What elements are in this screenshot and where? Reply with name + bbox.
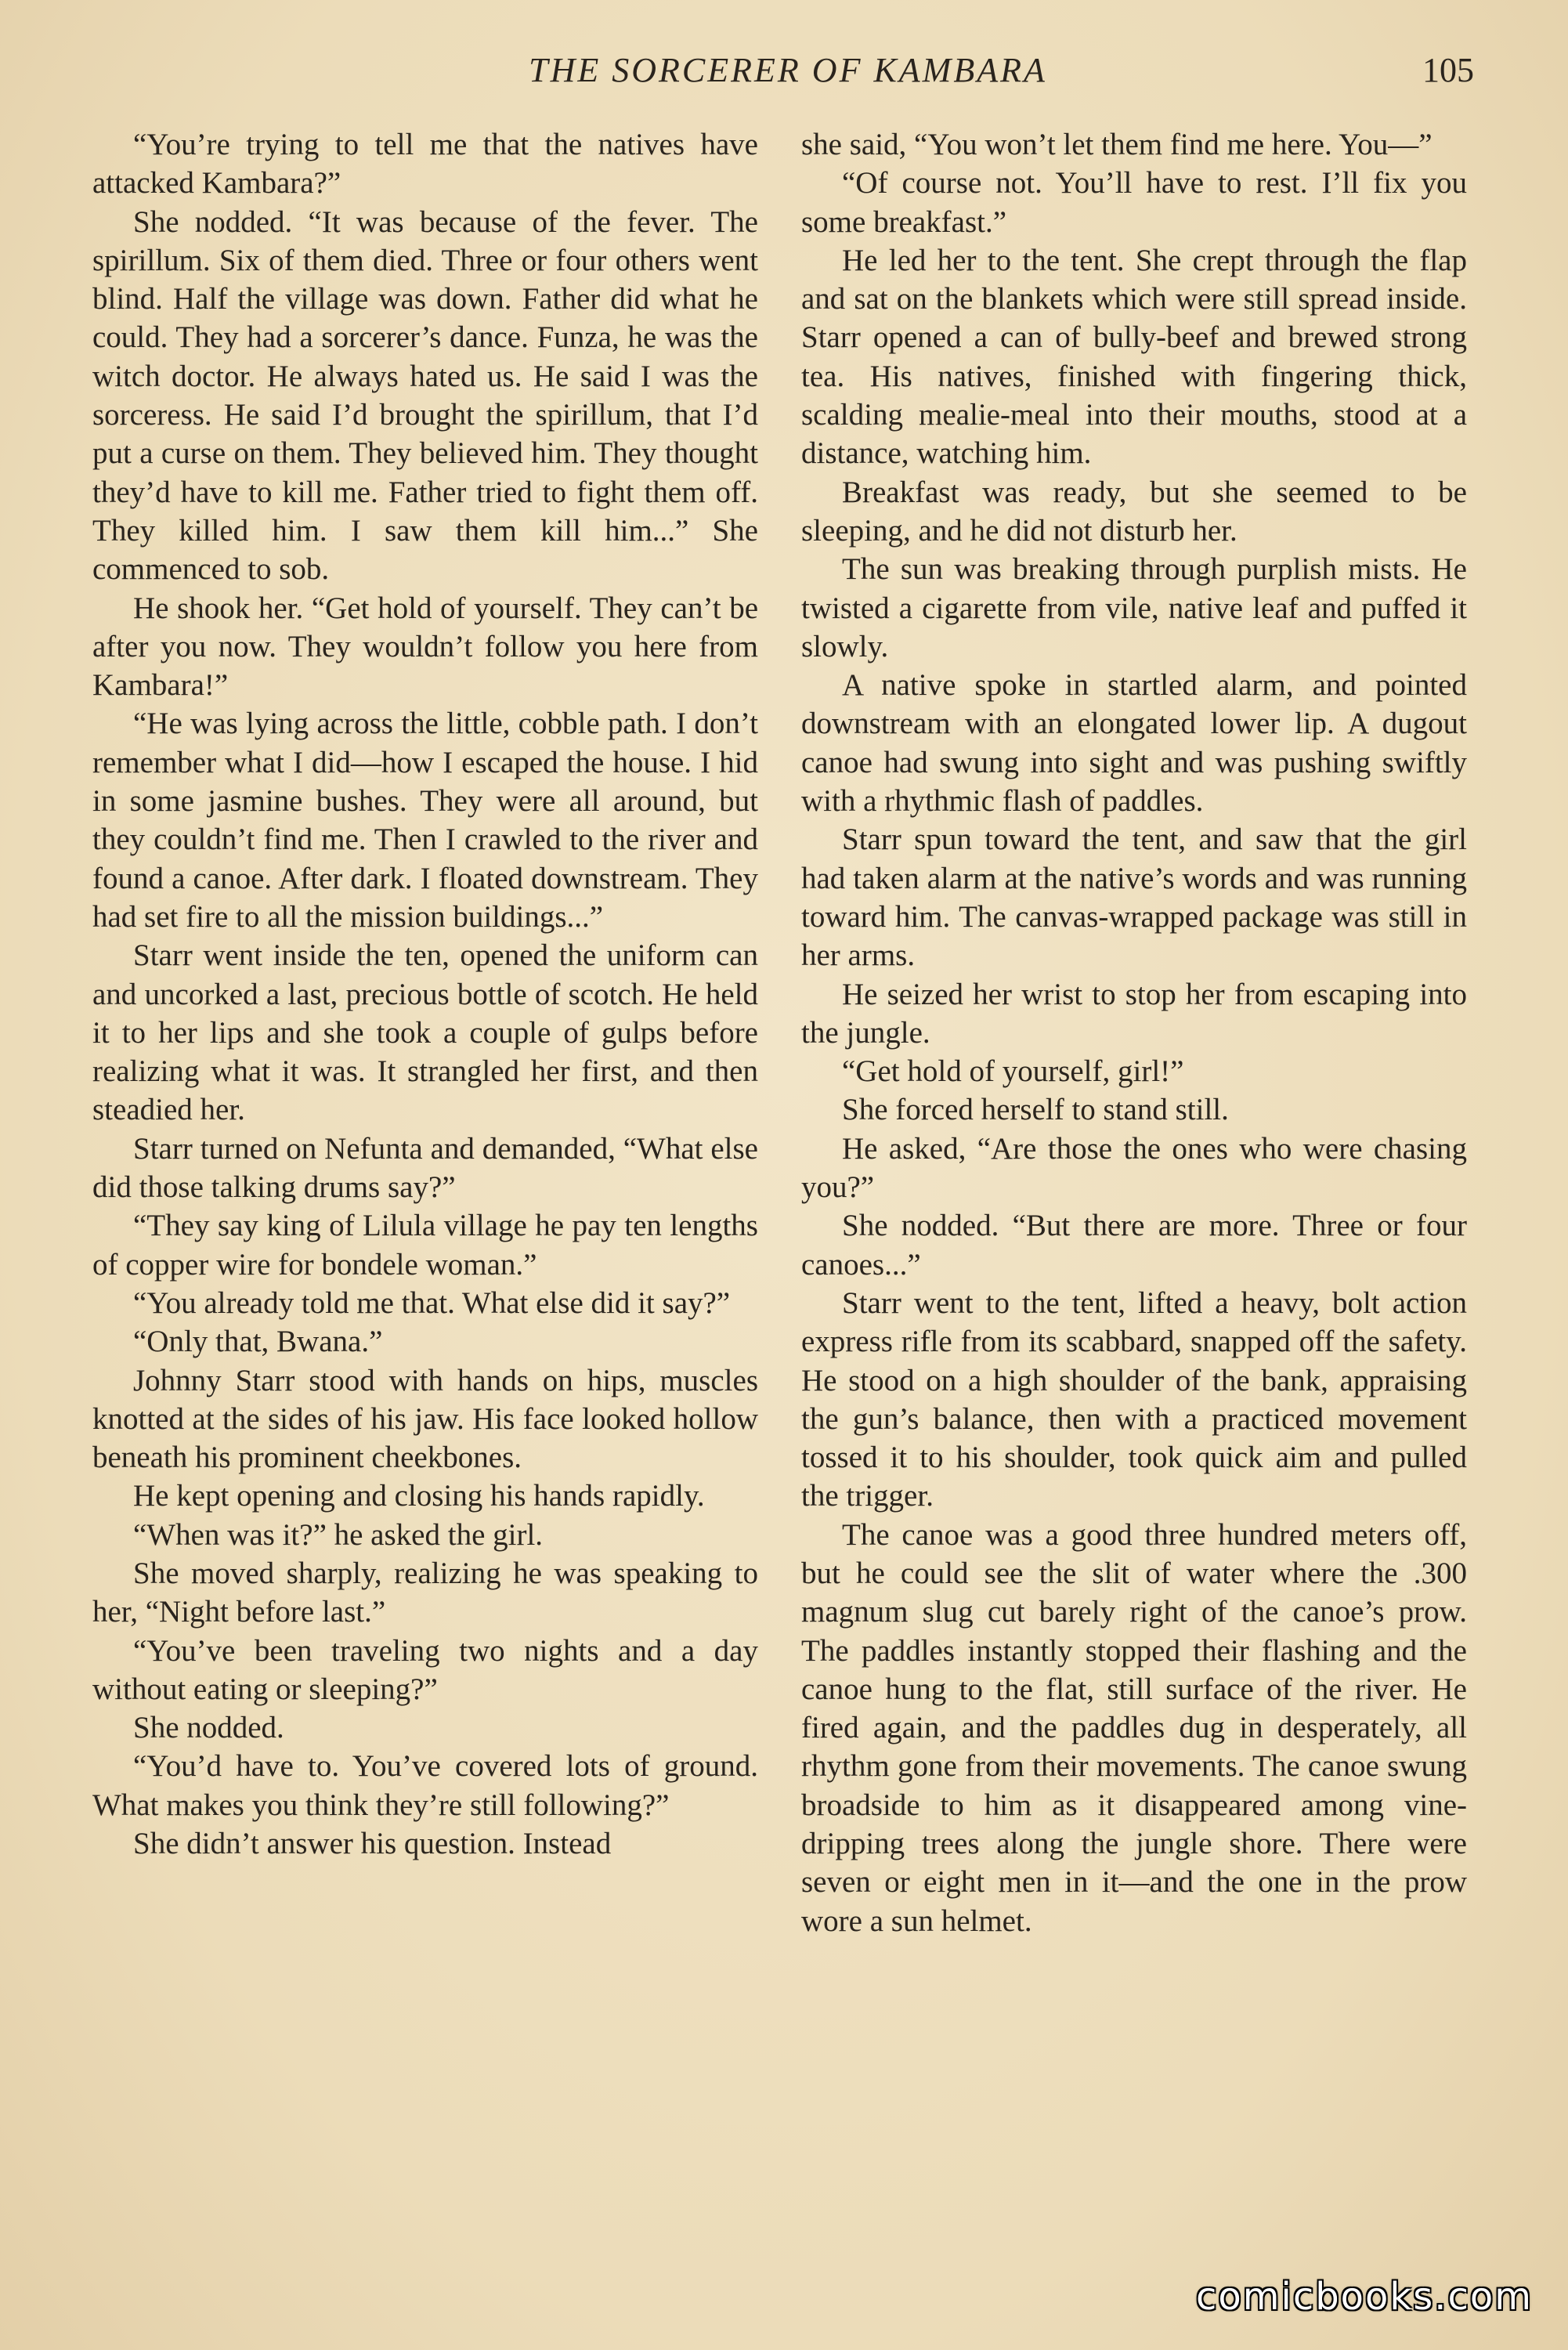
paragraph: She moved sharply, realizing he was speaking to her, “Night before last.” bbox=[92, 1556, 758, 1629]
paragraph: Johnny Starr stood with hands on hips, muscles knotted at the sides of his jaw. His face looked hollow beneath his prominent cheekbones. bbox=[92, 1363, 758, 1475]
paragraph: He kept opening and closing his hands rapidly. bbox=[133, 1479, 705, 1513]
paragraph: Starr went to the tent, lifted a heavy, bolt action express rifle from its scabbard, snapped off the safety. He stood on a high shoulder of the bank, appraising the gun’s balance, then with a practiced movement tossed it to his shoulder, took quick aim and pulled the trigger. bbox=[801, 1285, 1467, 1513]
paragraph: “You already told me that. What else did it say?” bbox=[133, 1285, 731, 1320]
page-number: 105 bbox=[1422, 51, 1474, 89]
paragraph: “They say king of Lilula village he pay ten lengths of copper wire for bondele woman.” bbox=[92, 1209, 758, 1282]
paragraph: “You’re trying to tell me that the natives have attacked Kambara?” bbox=[92, 128, 758, 201]
paragraph: She forced herself to stand still. bbox=[842, 1093, 1229, 1127]
paragraph: A native spoke in startled alarm, and pointed downstream with an elongated lower lip. A dugout canoe had swung into sight and was pushing swiftly with a rhythmic flash of paddles. bbox=[801, 668, 1467, 819]
paragraph: Breakfast was ready, but she seemed to be sleeping, and he did not disturb her. bbox=[801, 475, 1467, 548]
paragraph: “Get hold of yourself, girl!” bbox=[842, 1054, 1184, 1089]
right-column bbox=[801, 125, 1467, 1940]
paragraph: He shook her. “Get hold of yourself. They can’t be after you now. They wouldn’t follow you here from Kambara!” bbox=[92, 591, 758, 703]
paragraph: The sun was breaking through purplish mists. He twisted a cigarette from vile, native leaf and puffed it slowly. bbox=[801, 552, 1467, 663]
paragraph: The canoe was a good three hundred meters off, but he could see the slit of water where the .300 magnum slug cut barely right of the canoe’s prow. The paddles instantly stopped their flashing and the canoe hung to the flat, still surface of the river. He fired again, and the paddles dug in desperately, all rhythm gone from their movements. The canoe swung broadside to him as it disappeared among vine-dripping trees along the jungle shore. There were seven or eight men in it—and the one in the prow wore a sun helmet. bbox=[801, 1517, 1467, 1938]
paragraph: Starr went inside the ten, opened the uniform can and uncorked a last, precious bottle of scotch. He held it to her lips and she took a couple of gulps before realizing what it was. It strangled her first, and then steadied her. bbox=[92, 938, 758, 1127]
left-column bbox=[92, 125, 758, 1863]
paragraph: He led her to the tent. She crept through the flap and sat on the blankets which were still spread inside. Starr opened a can of bully-beef and brewed strong tea. His natives, finished with fingering thick, scalding mealie-meal into their mouths, stood at a distance, watching him. bbox=[801, 243, 1467, 471]
paragraph: “You’ve been traveling two nights and a day without eating or sleeping?” bbox=[92, 1633, 758, 1706]
paragraph: “When was it?” he asked the girl. bbox=[133, 1517, 544, 1552]
paragraph: She nodded. “It was because of the fever. The spirillum. Six of them died. Three or four others went blind. Half the village was down. Father did what he could. They had a sorcerer’s dance. Funza, he was the witch doctor. He always hated us. He said I was the sorceress. He said I’d brought the spirillum, that I’d put a curse on them. They believed him. They thought they’d have to kill me. Father tried to fight them off. They killed him. I saw them kill him...” She commenced to sob. bbox=[92, 204, 758, 587]
paragraph: Starr turned on Nefunta and demanded, “What else did those talking drums say?” bbox=[92, 1131, 758, 1205]
paragraph: Starr spun toward the tent, and saw that the girl had taken alarm at the native’s words and was running toward him. The canvas-wrapped package was still in her arms. bbox=[801, 822, 1467, 973]
running-title: THE SORCERER OF KAMBARA bbox=[529, 51, 1047, 89]
paragraph: He seized her wrist to stop her from escaping into the jungle. bbox=[801, 977, 1467, 1050]
watermark: comicbooks.com bbox=[1195, 2275, 1533, 2319]
paragraph: He asked, “Are those the ones who were chasing you?” bbox=[801, 1131, 1467, 1205]
page-header bbox=[86, 50, 1490, 97]
paragraph: “You’d have to. You’ve covered lots of ground. What makes you think they’re still following?” bbox=[92, 1749, 758, 1822]
paragraph: She didn’t answer his question. Instead bbox=[133, 1827, 612, 1861]
paragraph: “Only that, Bwana.” bbox=[133, 1325, 383, 1359]
continued-paragraph: she said, “You won’t let them find me here. You—” bbox=[801, 128, 1433, 161]
paragraph: “He was lying across the little, cobble path. I don’t remember what I did—how I escaped the house. I hid in some jasmine bushes. They were all around, but they couldn’t find me. Then I crawled to the river and found a canoe. After dark. I floated downstream. They had set fire to all the mission buildings...” bbox=[92, 707, 758, 934]
paragraph: She nodded. “But there are more. Three or four canoes...” bbox=[801, 1209, 1467, 1282]
paragraph: She nodded. bbox=[133, 1711, 284, 1745]
paragraph: “Of course not. You’ll have to rest. I’ll fix you some breakfast.” bbox=[801, 166, 1467, 239]
